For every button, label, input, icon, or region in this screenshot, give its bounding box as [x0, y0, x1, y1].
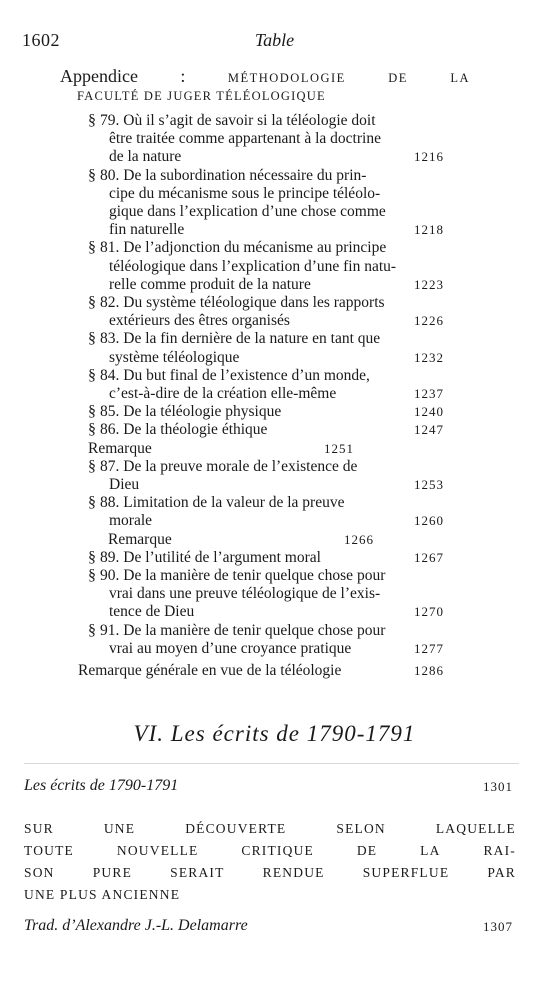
- toc-page-number: 1260: [414, 513, 444, 529]
- toc-entry-line: [88, 367, 478, 385]
- toc-entry-ecrits[interactable]: [24, 777, 519, 795]
- toc-entry-text: 91. De la manière de tenir quelque chose pour: [100, 621, 386, 639]
- toc-page-number: 1270: [414, 604, 444, 620]
- toc-entry-text: 82. Du système téléologique dans les rapports: [100, 294, 385, 312]
- toc-entry-text: Remarque générale en vue de la téléologie: [78, 662, 342, 680]
- toc-entry-remark[interactable]: [88, 440, 388, 458]
- toc-page-number: 1301: [483, 779, 513, 794]
- toc-entry-text: 83. De la fin dernière de la nature en tant que: [100, 330, 381, 348]
- toc-entry-section[interactable]: [88, 403, 478, 421]
- work-title-word: NOUVELLE: [116, 843, 199, 858]
- toc-entry-text: être traitée comme appartenant à la doctrine: [109, 130, 381, 148]
- toc-entry-text: 86. De la théologie éthique: [100, 421, 268, 439]
- toc-entry-general-remark[interactable]: [78, 662, 478, 680]
- section-symbol: §: [88, 548, 96, 566]
- toc-entry-line: [88, 167, 478, 185]
- toc-entry-section[interactable]: [88, 330, 478, 366]
- toc-entry-line: [88, 203, 478, 221]
- work-title-word: UNE PLUS ANCIENNE: [24, 887, 181, 902]
- toc-entry-translator[interactable]: [24, 917, 519, 935]
- toc-entry-line: [88, 458, 478, 476]
- toc-page-number: 1247: [414, 422, 444, 438]
- toc-page-number: 1307: [483, 919, 513, 934]
- toc-entry-text: 79. Où il s’agit de savoir si la téléologie doit: [100, 112, 376, 129]
- toc-entry-section[interactable]: [88, 367, 478, 403]
- section-symbol: §: [88, 621, 96, 639]
- work-title-word: LAQUELLE: [435, 821, 516, 836]
- work-title-line: [24, 884, 516, 906]
- toc-entry-text: vrai au moyen d’une croyance pratique: [109, 639, 352, 657]
- work-title-word: LA: [420, 843, 441, 858]
- appendix-heading-line-2: FACULTÉ DE JUGER TÉLÉOLOGIQUE: [77, 89, 326, 103]
- toc-entry-text: Remarque: [88, 439, 152, 457]
- toc-entry-text: 88. Limitation de la valeur de la preuve: [100, 494, 345, 512]
- work-title-word: SUR: [24, 821, 54, 836]
- section-symbol: §: [88, 330, 96, 348]
- toc-entry-text: téléologique dans l’explication d’une fin natu-: [109, 257, 397, 275]
- appendix-heading: [60, 66, 470, 104]
- appendix-label: Appendice: [60, 66, 138, 86]
- section-symbol: §: [88, 403, 96, 421]
- toc-entry-section[interactable]: [88, 294, 478, 330]
- toc-entry-text: 81. De l’adjonction du mécanisme au principe: [100, 239, 387, 257]
- toc-entry-remark[interactable]: [108, 531, 408, 549]
- work-title-word: UNE: [103, 821, 136, 836]
- toc-entry-text: morale: [109, 512, 153, 530]
- toc-entry-section[interactable]: [88, 239, 478, 294]
- toc-entry-line: [88, 185, 478, 203]
- toc-entry-line: [88, 112, 478, 130]
- toc-page-number: 1277: [414, 640, 444, 656]
- page-number: 1602: [22, 30, 60, 50]
- work-title-line: [24, 862, 516, 884]
- toc-entry-section[interactable]: [88, 167, 478, 240]
- toc-entry-line: [88, 494, 478, 512]
- toc-page-number: 1218: [414, 222, 444, 238]
- toc-entry-text: relle comme produit de la nature: [109, 275, 311, 293]
- appendix-word: LA: [450, 71, 470, 85]
- toc-entry-section[interactable]: [88, 112, 478, 167]
- toc-entry-text: 89. De l’utilité de l’argument moral: [100, 548, 321, 566]
- work-title-word: TOUTE: [24, 843, 74, 858]
- toc-entry-text: vrai dans une preuve téléologique de l’exis-: [109, 585, 381, 603]
- section-symbol: §: [88, 457, 96, 475]
- section-symbol: §: [88, 421, 96, 439]
- toc-entry-text: 84. Du but final de l’existence d’un monde,: [100, 366, 370, 384]
- toc-entry-text: fin naturelle: [109, 221, 185, 239]
- work-title-word: RAI-: [483, 843, 516, 858]
- work-title-word: DÉCOUVERTE: [185, 821, 287, 836]
- toc-entry-text: 80. De la subordination nécessaire du prin-: [100, 166, 367, 184]
- work-title-word: SELON: [336, 821, 386, 836]
- section-symbol: §: [88, 366, 96, 384]
- work-title-word: SON: [24, 865, 55, 880]
- appendix-word: DE: [388, 71, 408, 85]
- work-title-word: PAR: [487, 865, 516, 880]
- work-title-word: DE: [356, 843, 378, 858]
- toc-entry-text: 87. De la preuve morale de l’existence de: [100, 457, 358, 475]
- work-title-word: SERAIT: [170, 865, 225, 880]
- toc-entry-line: [88, 130, 478, 148]
- toc-entry-line: [88, 239, 478, 257]
- toc-page-number: 1232: [414, 349, 444, 365]
- toc-entry-text: extérieurs des êtres organisés: [109, 312, 290, 330]
- toc-entry-section[interactable]: [88, 494, 478, 530]
- toc-page-number: 1216: [414, 149, 444, 165]
- toc-entry-section[interactable]: [88, 622, 478, 658]
- work-title-word: PURE: [92, 865, 133, 880]
- toc-page-number: 1223: [414, 276, 444, 292]
- table-of-contents: [0, 112, 549, 680]
- toc-entry-line: [88, 258, 478, 276]
- section-symbol: §: [88, 112, 96, 129]
- toc-entry-text: Remarque: [108, 530, 172, 548]
- toc-entry-text: tence de Dieu: [109, 603, 195, 621]
- toc-entry-text: de la nature: [109, 148, 182, 166]
- toc-entry-line: [88, 585, 478, 603]
- toc-entry-text: cipe du mécanisme sous le principe téléolo-: [109, 184, 381, 202]
- work-title-word: SUPERFLUE: [362, 865, 450, 880]
- part-title: VI. Les écrits de 1790-1791: [133, 721, 416, 746]
- section-symbol: §: [88, 294, 96, 312]
- toc-entry-text: c’est-à-dire de la création elle-même: [109, 385, 337, 403]
- toc-entry-text: Trad. d’Alexandre J.-L. Delamarre: [24, 917, 248, 934]
- toc-page-number: 1286: [414, 663, 444, 679]
- toc-page-number: 1226: [414, 313, 444, 329]
- work-title-word: RENDUE: [262, 865, 325, 880]
- toc-entry-line: [88, 330, 478, 348]
- work-title-line: [24, 818, 516, 840]
- toc-entry-text: gique dans l’explication d’une chose comme: [109, 203, 386, 221]
- toc-page-number: 1267: [414, 549, 444, 565]
- toc-page-number: 1240: [414, 404, 444, 420]
- toc-entry-line: [88, 567, 478, 585]
- section-symbol: §: [88, 494, 96, 512]
- running-title: Table: [254, 30, 295, 50]
- section-symbol: §: [88, 166, 96, 184]
- toc-page-number: 1251: [324, 440, 354, 456]
- toc-entry-section[interactable]: [88, 567, 478, 622]
- toc-entry-text: 90. De la manière de tenir quelque chose pour: [100, 567, 386, 585]
- toc-entry-text: Dieu: [109, 476, 140, 494]
- work-title-word: CRITIQUE: [241, 843, 314, 858]
- appendix-colon: :: [180, 66, 186, 86]
- toc-page-number: 1237: [414, 386, 444, 402]
- toc-entry-section[interactable]: [88, 421, 478, 439]
- toc-entry-section[interactable]: [88, 458, 478, 494]
- toc-page-number: 1266: [344, 531, 374, 547]
- toc-entry-section[interactable]: [88, 549, 478, 567]
- section-symbol: §: [88, 239, 96, 257]
- section-symbol: §: [88, 567, 96, 585]
- work-title: [24, 818, 516, 906]
- toc-entry-line: [88, 294, 478, 312]
- work-title-line: [24, 840, 516, 862]
- toc-entry-text: 85. De la téléologie physique: [100, 403, 282, 421]
- running-head: [0, 30, 549, 54]
- appendix-heading-line-1: [60, 66, 470, 87]
- toc-page-number: 1253: [414, 477, 444, 493]
- divider: [24, 763, 519, 764]
- appendix-word: MÉTHODOLOGIE: [227, 71, 346, 85]
- toc-entry-line: [88, 622, 478, 640]
- toc-entry-text: Les écrits de 1790-1791: [24, 777, 179, 794]
- toc-entry-text: système téléologique: [109, 348, 240, 366]
